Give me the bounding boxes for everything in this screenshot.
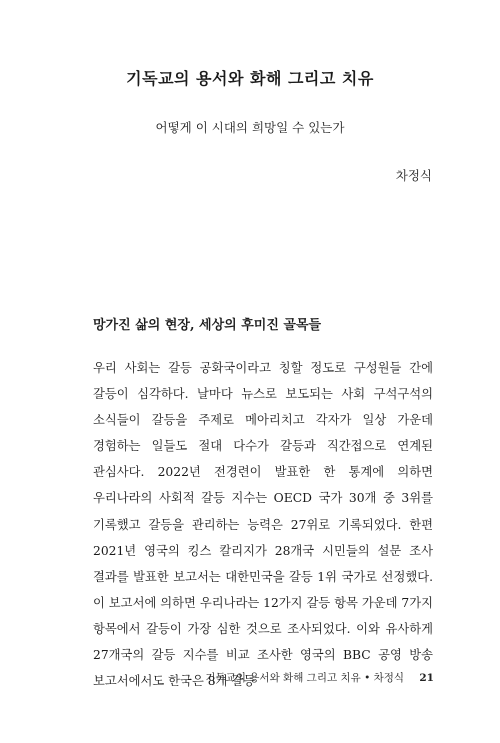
running-title: 기독교의 용서와 화해 그리고 치유 • 차정식: [205, 672, 405, 684]
page-footer: [205, 670, 434, 685]
article-subtitle: 어떻게 이 시대의 희망일 수 있는가: [155, 120, 345, 135]
page-number: 21: [419, 672, 434, 684]
author-name: 차정식: [395, 168, 432, 183]
body-paragraph: 우리 사회는 갈등 공화국이라고 칭할 정도로 구성원들 간에 갈등이 심각하다. 날마다 뉴스로 보도되는 사회 구석구석의 소식들이 갈등을 주제로 메아리치고 각자가 일상 가운데 경험하는 일들도 절대 다수가 갈등과 직간접으로 연계된 관심사다. 2022년 전경련이 발표한 한 통계에 의하면 우리나라의 사회적 갈등 지수는 OECD 국가 30개 중 3위를 기록했고 갈등을 관리하는 능력은 27위로 기록되었다. 한편 2021년 영국의 킹스 칼리지가 28개국 시민들의 설문 조사 결과를 발표한 보고서는 대한민국을 갈등 1위 국가로 선정했다. 이 보고서에 의하면 우리나라는 12가지 갈등 항목 가운데 7가지 항목에서 갈등이 가장 심한 것으로 조사되었다. 이와 유사하게 27개국의 갈등 지수를 비교 조사한 영국의 BBC 공영 방송 보고서에서도 한국은 8개 갈등: [93, 361, 433, 689]
article-title: 기독교의 용서와 화해 그리고 치유: [126, 69, 374, 88]
section-heading: 망가진 삶의 현장, 세상의 후미진 골목들: [93, 318, 322, 333]
